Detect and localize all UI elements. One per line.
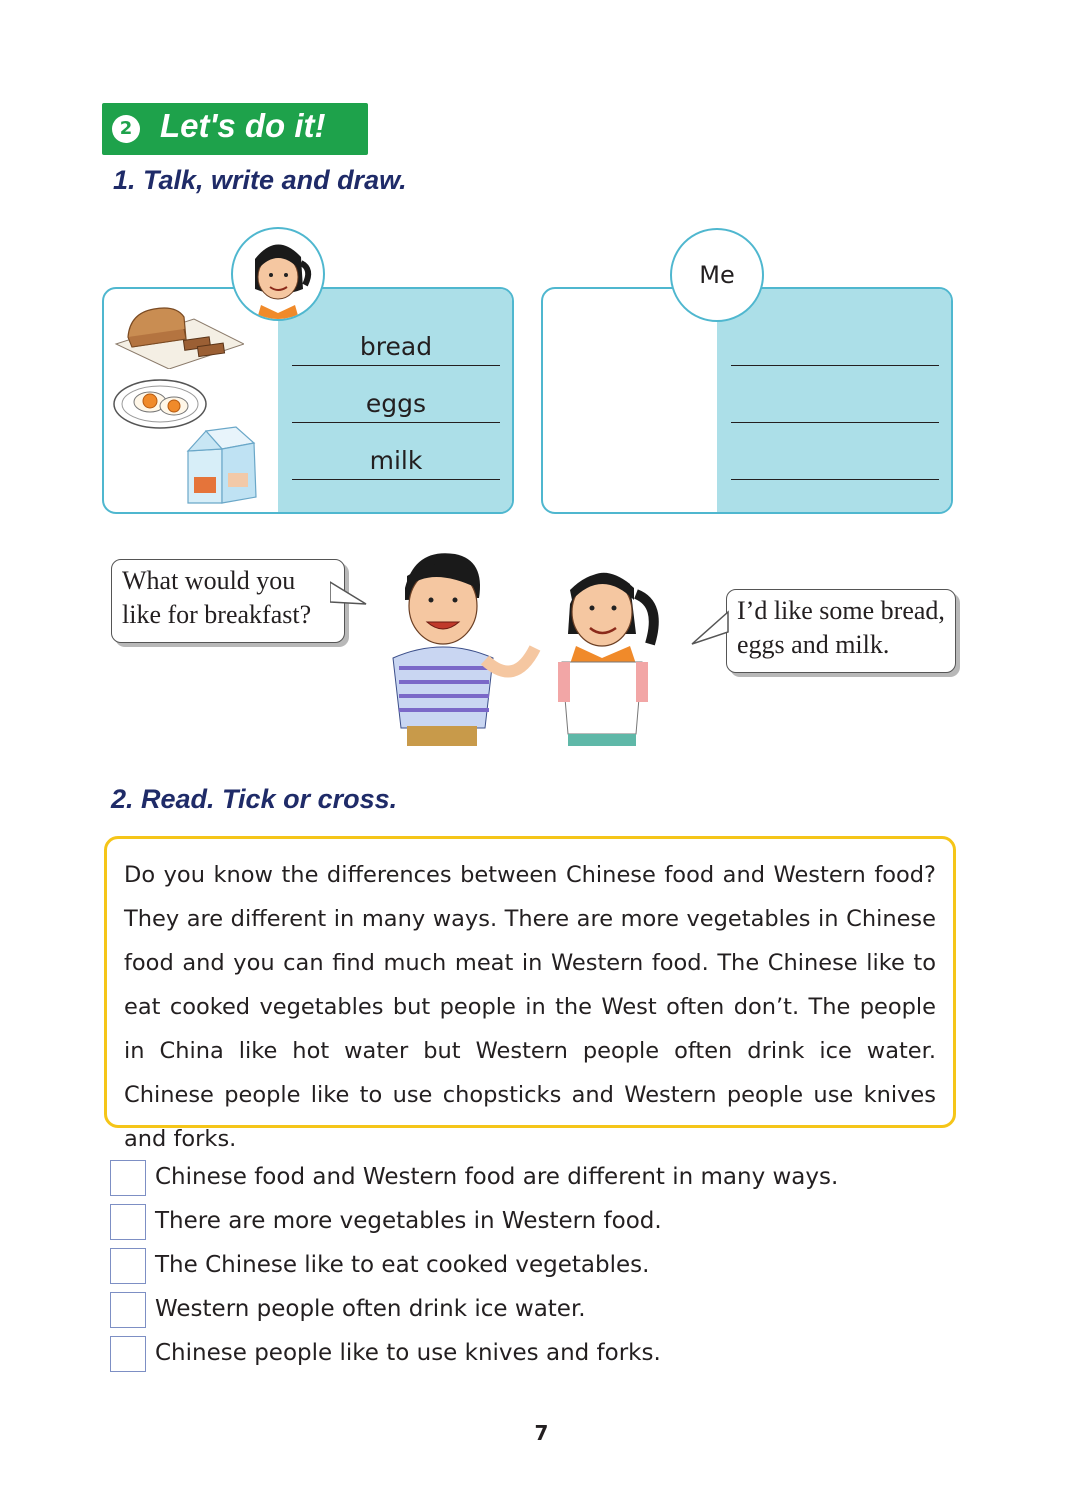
me-circle: [670, 228, 764, 322]
tick-box-5[interactable]: [110, 1336, 146, 1372]
task1-title: 1. Talk, write and draw.: [113, 165, 407, 195]
page-number: 7: [534, 1421, 549, 1445]
answer-line-eggs[interactable]: eggs: [292, 382, 500, 423]
me-label: Me: [699, 261, 735, 289]
girl-face-illustration: [233, 229, 323, 319]
section-number: 2: [112, 115, 140, 143]
reading-passage: Do you know the differences between Chinese food and Western food? They are different in many ways. There are more vegetables in Chinese food and you can find much meat in Western food. The Chinese like to eat cooked vegetables but people in the West often don’t. The people in China like hot water but Western people often drink ice water. Chinese people like to use chopsticks and Western people use knives and forks.: [124, 862, 936, 1152]
milk-carton-illustration: [182, 425, 262, 507]
right-me-panel: [541, 287, 953, 514]
answer-line-milk[interactable]: milk: [292, 439, 500, 480]
question-speech-bubble: [111, 559, 345, 643]
answer-line-2[interactable]: [731, 382, 939, 423]
task2-title: 2. Read. Tick or cross.: [111, 784, 398, 814]
statement-3: The Chinese like to eat cooked vegetables.: [155, 1252, 650, 1278]
answer-line-1-text: I’d like some bread,: [737, 596, 945, 625]
question-line-2: like for breakfast?: [122, 600, 312, 629]
boy-illustration: [385, 548, 545, 746]
answer-line-2-text: eggs and milk.: [737, 630, 890, 659]
answer-speech-bubble: [726, 589, 956, 673]
statement-4: Western people often drink ice water.: [155, 1296, 586, 1322]
girl-avatar: [231, 227, 325, 321]
answer-line-3[interactable]: [731, 439, 939, 480]
section-header: [102, 103, 368, 155]
statement-5: Chinese people like to use knives and forks.: [155, 1340, 661, 1366]
section-title: Let's do it!: [160, 107, 326, 144]
answer-line-1[interactable]: [731, 325, 939, 366]
answer-line-bread[interactable]: bread: [292, 325, 500, 366]
statement-2: There are more vegetables in Western food.: [155, 1208, 662, 1234]
reading-passage-box: [104, 836, 956, 1152]
statement-1: Chinese food and Western food are different in many ways.: [155, 1164, 839, 1190]
question-bubble-tail: [330, 580, 370, 610]
tick-box-3[interactable]: [110, 1248, 146, 1284]
bread-illustration: [114, 299, 244, 369]
girl-illustration: [552, 554, 677, 746]
question-line-1: What would you: [122, 566, 296, 595]
left-food-panel: [102, 287, 514, 514]
tick-box-4[interactable]: [110, 1292, 146, 1328]
answer-bubble-tail: [690, 610, 730, 650]
tick-box-2[interactable]: [110, 1204, 146, 1240]
tick-box-1[interactable]: [110, 1160, 146, 1196]
